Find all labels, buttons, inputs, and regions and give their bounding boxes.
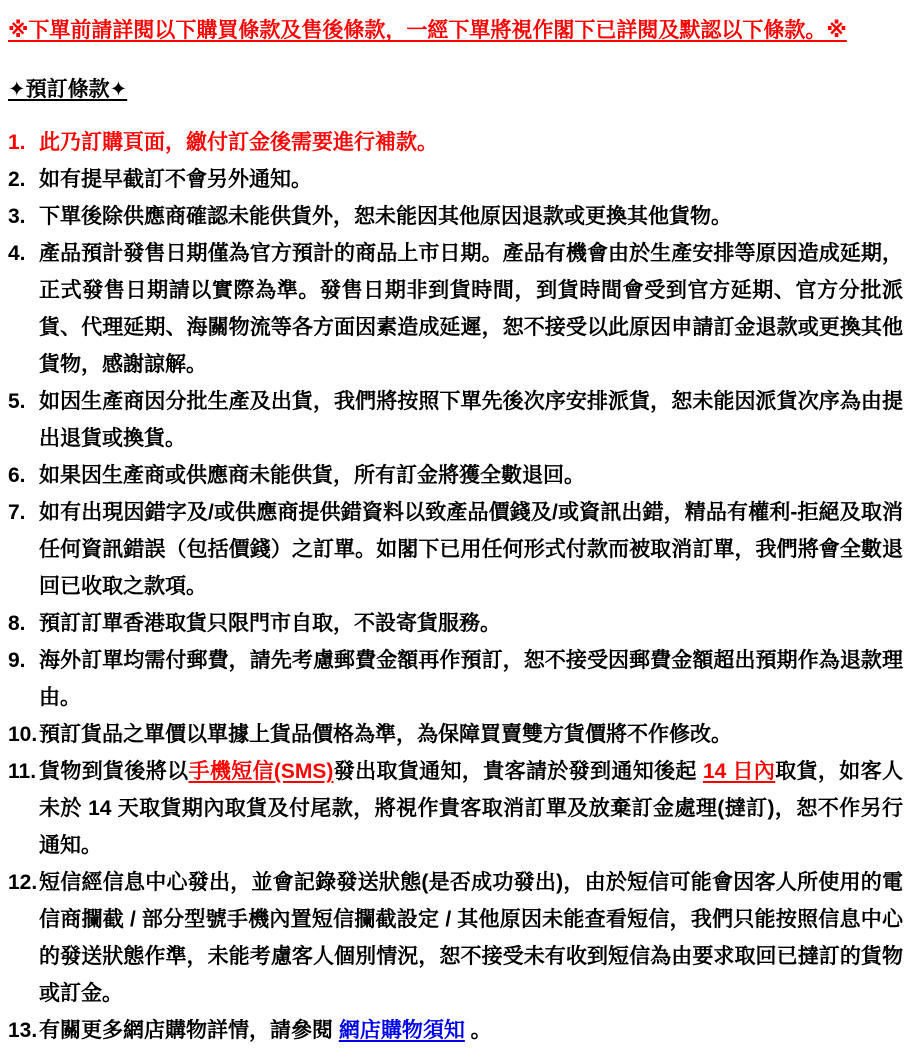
text-segment: 如果因生產商或供應商未能供貨，所有訂金將獲全數退回。 [39,464,585,488]
list-item [8,161,903,198]
item-number: 8. [8,612,26,636]
item-text [39,161,903,198]
list-item [8,457,903,494]
text-segment: 產品預計發售日期僅為官方預計的商品上市日期。產品有機會由於生產安排等原因造成延期，正式發售日期請以實際為準。發售日期非到貨時間，到貨時間會受到官方延期、官方分批派貨、代理延期、海關物流等各方面因素造成延遲，恕不接受以此原因申請訂金退款或更換其他貨物，感謝諒解。 [39,242,903,377]
item-number: 12. [8,871,38,895]
highlighted-text: 14 日內 [702,760,776,784]
text-segment: 發出取貨通知，貴客請於發到通知後起 [333,760,703,784]
item-text [39,383,903,457]
text-segment: 海外訂單均需付郵費，請先考慮郵費金額再作預訂，恕不接受因郵費金額超出預期作為退款理由。 [39,649,903,710]
list-item [8,198,903,235]
text-segment: 如因生產商因分批生產及出貨，我們將按照下單先後次序安排派貨，恕未能因派貨次序為由提出退貨或換貨。 [39,390,903,451]
text-segment: 此乃訂購頁面，繳付訂金後需要進行補款。 [39,131,438,155]
notice-title: ※下單前請詳閱以下購買條款及售後條款，一經下單將視作閣下已詳閱及默認以下條款。※ [8,19,847,42]
terms-list [8,124,903,1049]
text-segment: 如有提早截訂不會另外通知。 [39,168,312,192]
highlighted-text: 手機短信(SMS) [188,760,334,784]
text-segment: 。 [464,1019,492,1043]
item-number: 9. [8,649,26,673]
list-item [8,753,903,864]
text-segment: 取貨，如客人未於 14 天取貨期內取貨及付尾款，將視作貴客取消訂單及放棄訂金處理(撻訂)，恕不作另行通知。 [39,760,904,858]
text-segment: 有關更多網店購物詳情，請參閱 [39,1019,339,1043]
item-text [39,864,903,1012]
list-item [8,383,903,457]
list-item [8,716,903,753]
item-text [39,605,903,642]
item-number: 1. [8,131,26,155]
list-item [8,864,903,1012]
section-header-preorder-terms: ✦預訂條款✦ [8,78,128,102]
list-item [8,1012,903,1049]
store-shopping-guide-link[interactable]: 網店購物須知 [338,1019,465,1043]
text-segment: 如有出現因錯字及/或供應商提供錯資料以致產品價錢及/或資訊出錯，精品有權利-拒絕及取消任何資訊錯誤（包括價錢）之訂單。如閣下已用任何形式付款而被取消訂單，我們將會全數退回已收取之款項。 [39,501,903,599]
list-item [8,605,903,642]
item-number: 7. [8,501,26,525]
list-item [8,494,903,605]
item-number: 3. [8,205,26,229]
item-text [39,457,903,494]
item-text [39,198,903,235]
text-segment: 短信經信息中心發出，並會記錄發送狀態(是否成功發出)，由於短信可能會因客人所使用的電信商攔截 / 部分型號手機內置短信攔截設定 / 其他原因未能查看短信，我們只能按照信息中心的發送狀態作準，未能考慮客人個別情況，恕不接受未有收到短信為由要求取回已撻訂的貨物或訂金。 [39,871,903,1006]
item-number: 10. [8,723,38,747]
item-text [39,753,903,864]
text-segment: 預訂貨品之單價以單據上貨品價格為準，為保障買賣雙方貨價將不作修改。 [39,723,732,747]
item-number: 2. [8,168,26,192]
item-text [39,235,903,383]
item-text [39,642,903,716]
item-number: 5. [8,390,26,414]
item-number: 13. [8,1019,38,1043]
item-text [39,494,903,605]
list-item [8,235,903,383]
item-text [39,716,903,753]
text-segment: 貨物到貨後將以 [39,760,189,784]
list-item [8,124,903,161]
item-text [39,124,903,161]
item-text [39,1012,903,1049]
list-item [8,642,903,716]
item-number: 4. [8,242,26,266]
text-segment: 預訂訂單香港取貨只限門市自取，不設寄貨服務。 [39,612,501,636]
item-number: 11. [8,760,37,784]
text-segment: 下單後除供應商確認未能供貨外，恕未能因其他原因退款或更換其他貨物。 [39,205,732,229]
item-number: 6. [8,464,26,488]
